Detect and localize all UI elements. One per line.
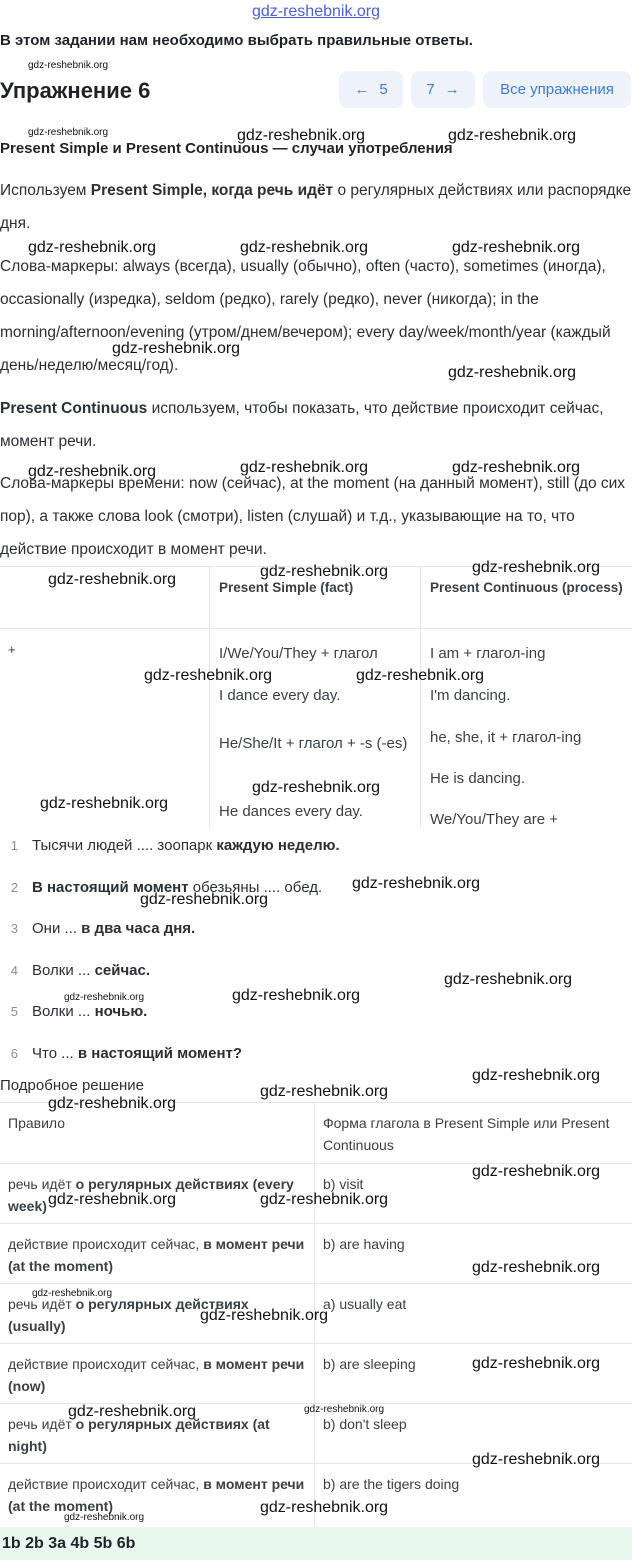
watermark: gdz-reshebnik.org	[240, 459, 369, 476]
question-number: 6	[10, 1045, 18, 1061]
rule-cell: действие происходит сейчас, в момент речи (at the moment)	[8, 1236, 305, 1274]
watermark: gdz-reshebnik.org	[472, 1451, 601, 1468]
question-item	[0, 830, 632, 860]
answer-cell: b) are having	[323, 1236, 405, 1252]
table-row	[0, 1344, 632, 1404]
watermark: gdz-reshebnik.org	[28, 239, 157, 256]
answer-header-rule: Правило	[8, 1115, 66, 1131]
question-number: 5	[10, 1003, 18, 1019]
watermark: gdz-reshebnik.org	[28, 463, 157, 480]
grammar-col-label	[0, 567, 210, 828]
watermark: gdz-reshebnik.org	[112, 340, 241, 357]
grammar-continuous-cell: He is dancing.	[430, 770, 526, 787]
final-answer: 1b 2b 3a 4b 5b 6b	[0, 1527, 632, 1560]
p1-suffix: о регулярных действиях или распорядке дня.	[0, 182, 632, 232]
grammar-continuous-cell: he, she, it + глагол-ing	[430, 729, 582, 746]
all-exercises-button[interactable]	[483, 71, 631, 108]
watermark: gdz-reshebnik.org	[40, 795, 169, 812]
prev-exercise-button[interactable]	[339, 71, 403, 108]
arrow-left-icon: ←	[354, 81, 370, 98]
watermark: gdz-reshebnik.org	[472, 1355, 601, 1372]
rule-cell: речь идёт о регулярных действиях (every week)	[8, 1176, 294, 1214]
theory-paragraph-4: Слова-маркеры времени: now (сейчас), at the moment (на данный момент), still (до сих пор), а также слова look (смотри), listen (слушай) и т.д., указывающие на то, что действие происходит в момент речи.	[0, 475, 626, 558]
all-exercises-label: Все упражнения	[500, 81, 614, 98]
watermark: gdz-reshebnik.org	[240, 239, 369, 256]
question-item	[0, 1038, 632, 1068]
question-item	[0, 913, 632, 943]
theory-paragraph-1	[0, 174, 632, 240]
arrow-right-icon: →	[444, 81, 460, 98]
watermark: gdz-reshebnik.org	[64, 992, 145, 1003]
answer-cell: a) usually eat	[323, 1296, 407, 1312]
watermark: gdz-reshebnik.org	[356, 667, 485, 684]
question-number: 4	[10, 962, 18, 978]
rule-cell: речь идёт о регулярных действиях (usually)	[8, 1296, 249, 1334]
site-header-link[interactable]: gdz-reshebnik.org	[251, 3, 381, 20]
question-item	[0, 872, 632, 902]
answer-cell: b) are the tigers doing	[323, 1476, 460, 1492]
question-number: 2	[10, 879, 18, 895]
watermark: gdz-reshebnik.org	[68, 1403, 197, 1420]
next-exercise-button[interactable]	[411, 71, 475, 108]
grammar-header-continuous: Present Continuous (process)	[430, 580, 623, 595]
watermark: gdz-reshebnik.org	[448, 364, 577, 381]
watermark: gdz-reshebnik.org	[48, 1095, 177, 1112]
grammar-simple-cell: I dance every day.	[219, 687, 341, 704]
watermark: gdz-reshebnik.org	[64, 1512, 145, 1523]
p3-bold: Present Continuous	[0, 400, 148, 417]
question-text: Волки ... сейчас.	[32, 961, 151, 979]
watermark: gdz-reshebnik.org	[48, 571, 177, 588]
theory-heading: Present Simple и Present Continuous — случаи употребления	[0, 140, 453, 157]
prev-exercise-label: 5	[379, 81, 388, 98]
watermark: gdz-reshebnik.org	[260, 1499, 389, 1516]
rule-cell: действие происходит сейчас, в момент речи (at the moment)	[8, 1476, 305, 1514]
watermark: gdz-reshebnik.org	[452, 459, 581, 476]
grammar-header-divider	[0, 628, 632, 629]
question-number: 3	[10, 920, 18, 936]
watermark: gdz-reshebnik.org	[448, 127, 577, 144]
watermark: gdz-reshebnik.org	[260, 1191, 389, 1208]
question-number: 1	[10, 837, 18, 853]
watermark: gdz-reshebnik.org	[232, 987, 361, 1004]
intro-text: В этом задании нам необходимо выбрать правильные ответы.	[0, 32, 473, 49]
grammar-continuous-cell: We/You/They are +	[430, 811, 558, 828]
answer-cell: b) are sleeping	[323, 1356, 416, 1372]
question-text: Тысячи людей .... зоопарк каждую неделю.	[32, 836, 340, 854]
watermark: gdz-reshebnik.org	[452, 239, 581, 256]
watermark: gdz-reshebnik.org	[140, 891, 269, 908]
grammar-continuous-cell: I'm dancing.	[430, 687, 511, 704]
p1-bold: Present Simple, когда речь идёт	[90, 182, 334, 199]
answer-header-form: Форма глагола в Present Simple или Present Continuous	[323, 1115, 610, 1153]
watermark: gdz-reshebnik.org	[472, 1067, 601, 1084]
grammar-simple-cell: He dances every day.	[219, 803, 363, 820]
grammar-simple-cell: He/She/It + глагол + -s (-es)	[219, 735, 408, 752]
question-text: В настоящий момент обезьяны .... обед.	[32, 878, 323, 896]
theory-paragraph-2: Слова-маркеры: always (всегда), usually (обычно), often (часто), sometimes (иногда), occasionally (изредка), seldom (редко), rarely (редко), never (никогда); in the morning/afternoon/evening (утром/днем/вечером); every day/week/month/year (каждый день/неделю/месяц/год).	[0, 258, 611, 374]
grammar-header-simple: Present Simple (fact)	[219, 580, 354, 595]
theory-paragraph-3	[0, 392, 632, 458]
watermark: gdz-reshebnik.org	[28, 127, 109, 138]
question-text: Они ... в два часа дня.	[32, 919, 196, 937]
watermark: gdz-reshebnik.org	[472, 1259, 601, 1276]
next-exercise-label: 7	[426, 81, 435, 98]
watermark: gdz-reshebnik.org	[352, 875, 481, 892]
watermark: gdz-reshebnik.org	[32, 1288, 113, 1299]
watermark: gdz-reshebnik.org	[260, 1083, 389, 1100]
grammar-row-label: +	[8, 642, 16, 657]
exercise-title: Упражнение 6	[0, 78, 151, 103]
p3-suffix: используем, чтобы показать, что действие происходит сейчас, момент речи.	[0, 400, 604, 450]
watermark: gdz-reshebnik.org	[304, 1404, 385, 1415]
rule-cell: речь идёт о регулярных действиях (at night)	[8, 1416, 270, 1454]
watermark: gdz-reshebnik.org	[237, 127, 366, 144]
answer-cell: b) don't sleep	[323, 1416, 407, 1432]
answer-cell: b) visit	[323, 1176, 364, 1192]
question-text: Волки ... ночью.	[32, 1002, 148, 1020]
question-text: Что ... в настоящий момент?	[32, 1044, 243, 1062]
watermark: gdz-reshebnik.org	[48, 1191, 177, 1208]
watermark: gdz-reshebnik.org	[260, 563, 389, 580]
rule-cell: действие происходит сейчас, в момент речи (now)	[8, 1356, 305, 1394]
watermark: gdz-reshebnik.org	[472, 559, 601, 576]
p1-prefix: Используем	[0, 182, 91, 199]
detailed-solution-label: Подробное решение	[0, 1077, 145, 1094]
watermark: gdz-reshebnik.org	[444, 971, 573, 988]
grammar-continuous-cell: I am + глагол-ing	[430, 645, 546, 662]
watermark: gdz-reshebnik.org	[28, 60, 109, 71]
grammar-simple-cell: I/We/You/They + глагол	[219, 645, 378, 662]
watermark: gdz-reshebnik.org	[472, 1163, 601, 1180]
watermark: gdz-reshebnik.org	[200, 1307, 329, 1324]
watermark: gdz-reshebnik.org	[252, 779, 381, 796]
watermark: gdz-reshebnik.org	[144, 667, 273, 684]
